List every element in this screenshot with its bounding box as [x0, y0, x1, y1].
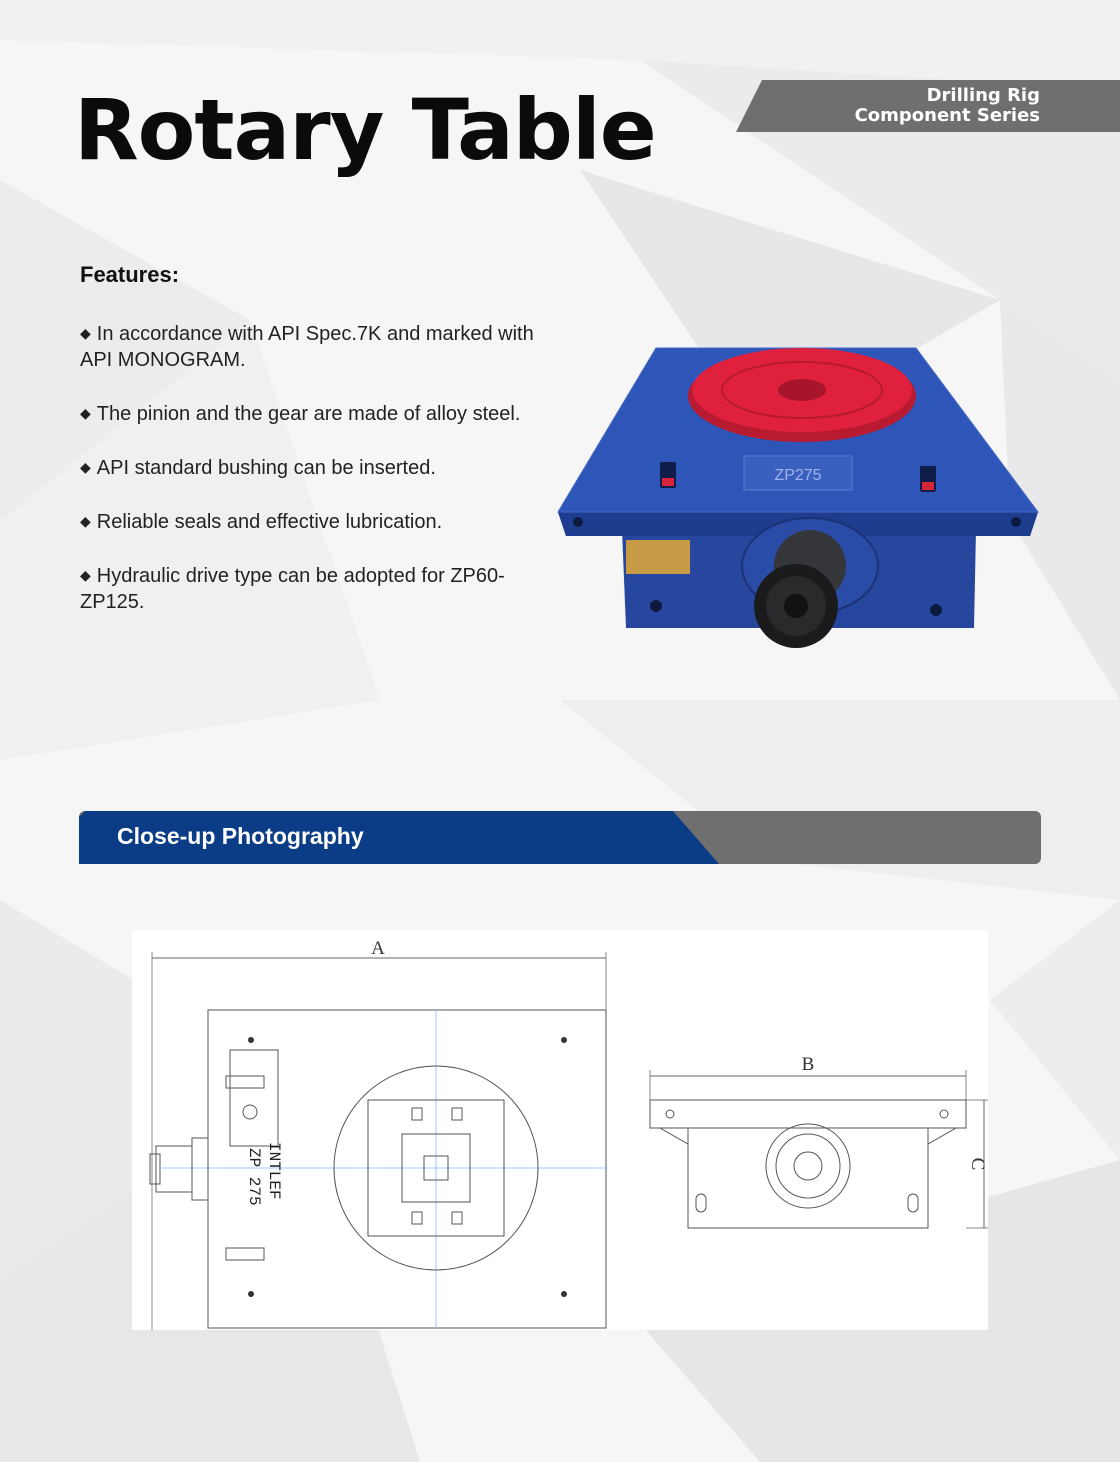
section-title: Close-up Photography [117, 823, 364, 849]
nameplate-line-2: ZP 275 [245, 1148, 263, 1206]
dimension-b-label: B [801, 1054, 815, 1075]
series-label [855, 86, 1040, 126]
feature-item: ◆ API standard bushing can be inserted. [80, 457, 436, 479]
technical-drawing [132, 930, 988, 1330]
page-title: Rotary Table [74, 81, 656, 179]
front-view [650, 1070, 988, 1228]
nameplate-line-1: INTLEF [265, 1142, 283, 1200]
top-view [150, 952, 606, 1330]
feature-item: ◆ Reliable seals and effective lubrication. [80, 511, 443, 533]
diamond-bullet-icon: ◆ [80, 567, 91, 583]
series-line-1: Drilling Rig [926, 85, 1040, 106]
diamond-bullet-icon: ◆ [80, 513, 91, 529]
dimension-a-label: A [371, 938, 385, 959]
diamond-bullet-icon: ◆ [80, 459, 91, 475]
feature-item: ◆ In accordance with API Spec.7K and marked with API MONOGRAM. [80, 323, 534, 371]
diamond-bullet-icon: ◆ [80, 325, 91, 341]
section-banner [79, 811, 1041, 864]
series-line-2: Component Series [854, 105, 1040, 126]
model-plate-text: ZP275 [774, 467, 822, 484]
series-tab [736, 80, 1120, 132]
diamond-bullet-icon: ◆ [80, 405, 91, 421]
features-heading: Features: [80, 262, 180, 287]
rotary-table-photo [556, 340, 1046, 660]
feature-item: ◆ Hydraulic drive type can be adopted for ZP60-ZP125. [80, 565, 505, 613]
dimension-c-label: C [967, 1157, 988, 1171]
features-list [80, 320, 555, 642]
feature-item: ◆ The pinion and the gear are made of alloy steel. [80, 403, 521, 425]
